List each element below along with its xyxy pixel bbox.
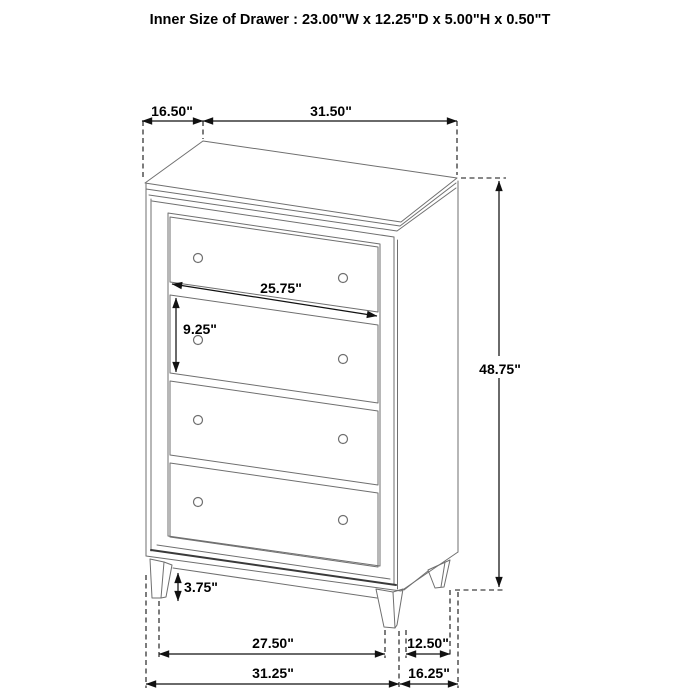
- front-left-leg: [150, 559, 164, 598]
- drawer-1: [170, 217, 378, 312]
- dim-label-side-span: 12.50": [407, 635, 449, 651]
- drawer-knob: [339, 274, 348, 283]
- extension-lines: [143, 121, 506, 688]
- dim-label-drawer-height: 9.25": [183, 321, 217, 337]
- dim-label-top-width: 31.50": [310, 103, 352, 119]
- front-right-leg: [376, 589, 395, 628]
- dim-label-top-depth: 16.50": [151, 103, 193, 119]
- chest-body: [146, 181, 458, 598]
- drawer-knob: [194, 254, 203, 263]
- drawer-3: [170, 381, 378, 485]
- drawer-knob: [339, 355, 348, 364]
- chest-top: [145, 141, 457, 237]
- dimension-labels: [151, 103, 521, 681]
- drawer-fronts: [170, 217, 378, 567]
- dim-label-front-span: 27.50": [252, 635, 294, 651]
- chest-drawing: [145, 141, 458, 628]
- dim-label-leg-height: 3.75": [184, 579, 218, 595]
- drawer-knob: [194, 498, 203, 507]
- dim-label-height: 48.75": [479, 361, 521, 377]
- diagram-title: Inner Size of Drawer : 23.00"W x 12.25"D x 5.00"H x 0.50"T: [149, 12, 551, 28]
- dim-label-base-depth: 16.25": [408, 665, 450, 681]
- drawer-knob: [339, 516, 348, 525]
- back-right-leg: [428, 560, 450, 588]
- dim-label-drawer-width: 25.75": [260, 280, 302, 296]
- drawer-knob: [339, 435, 348, 444]
- dim-label-base-width: 31.25": [252, 665, 294, 681]
- drawer-knob: [194, 416, 203, 425]
